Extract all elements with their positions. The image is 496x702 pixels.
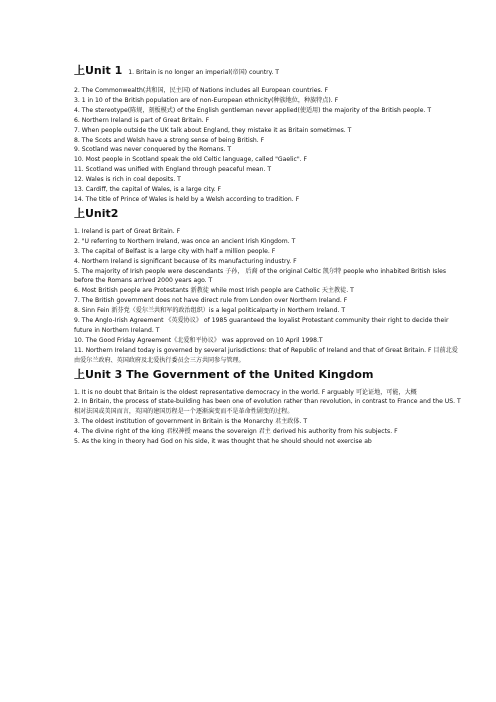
unit1-item-1: 1. Britain is no longer an imperial(帝国) country. T (128, 69, 280, 76)
unit1-heading (74, 64, 462, 80)
unit1-item: 9. Scotland was never conquered by the Romans. T (74, 146, 232, 154)
unit1-item: 7. When people outside the UK talk about England, they mistake it as Britain sometimes. T (74, 126, 352, 134)
unit2-heading-title: Unit2 (85, 206, 119, 220)
unit2-item: 10. The Good Friday Agreement《北爱和平协议》 was approved on 10 April 1998.T (74, 336, 323, 344)
unit1-item: 10. Most people in Scotland speak the old Celtic language, called "Gaelic". F (74, 156, 308, 164)
unit3-item: 2. In Britain, the process of state-building has been one of evolution rather than revolution, in contrast to France and the US. T 相对法国或美国而言，英国的建国历程是一个逐渐演变而不是革命性剧变的过程。 (74, 398, 461, 416)
unit1-item: 6. Northern Ireland is part of Great Britain. F (74, 116, 210, 124)
unit3-item: 4. The divine right of the king 君权神授 means the sovereign 君主 derived his authority from his subjects. F (74, 428, 398, 436)
unit2-item: 11. Northern Ireland today is governed by several jurisdictions: that of Republic of Ireland and that of Great Britain. F 目前北爱由爱尔兰政府、英国政府及北爱执行委员会三方共同参与管理。 (74, 346, 458, 364)
unit3-item: 1. It is no doubt that Britain is the oldest representative democracy in the world. F arguably 可论证地，可能，大概 (74, 388, 417, 396)
unit2-heading (74, 207, 462, 221)
unit2-item: 9. The Anglo-Irish Agreement 《英爱协议》 of 1985 guaranteed the loyalist Protestant community their right to decide their future in Northern Ireland. T (74, 317, 449, 334)
unit2-item: 2. "U referring to Northern Ireland, was once an ancient Irish Kingdom. T (74, 237, 296, 245)
unit2-item: 3. The capital of Belfast is a large city with half a million people. F (74, 247, 276, 255)
unit2-item: 8. Sinn Fein 新芬党（爱尔兰共和军的政治组织）is a legal politicalparty in Northern Ireland. T (74, 307, 346, 315)
unit1-item: 11. Scotland was unified with England through peaceful mean. T (74, 166, 272, 174)
unit3-heading-title: Unit 3 The Government of the United Kingdom (85, 367, 374, 381)
unit1-item: 12. Wales is rich in coal deposits. T (74, 176, 181, 184)
unit3-item: 5. As the king in theory had God on his side, it was thought that he should should not exercise ab (74, 438, 372, 446)
unit3-heading-prefix: 上 (74, 367, 85, 381)
unit1-heading-prefix: 上 (74, 64, 85, 77)
unit2-item: 7. The British government does not have direct rule from London over Northern Ireland. F (74, 297, 348, 305)
unit1-item: 14. The title of Prince of Wales is held by a Welsh according to tradition. F (74, 195, 300, 203)
unit1-item: 4. The stereotype(陈规，刻板模式) of the English gentleman never applied(使适用) the majority of the British people. T (74, 106, 432, 114)
unit1-item: 2. The Commonwealth(共和国，民主国) of Nations includes all European countries. F (74, 87, 329, 94)
unit2-heading-prefix: 上 (74, 206, 85, 220)
unit3-item: 3. The oldest institution of government in Britain is the Monarchy 君主政体. T (74, 418, 308, 426)
unit1-item: 8. The Scots and Welsh have a strong sense of being British. F (74, 136, 265, 144)
unit1-item: 3. 1 in 10 of the British population are of non-European ethnicity(种族地位，种族特点). F (74, 96, 339, 104)
unit2-item: 1. Ireland is part of Great Britain. F (74, 227, 181, 235)
unit2-item: 5. The majority of Irish people were descendants 子孙， 后裔 of the original Celtic 凯尔特 people who inhabited British Isles before the Romans arrived 2000 years ago. T (74, 267, 447, 285)
unit3-heading (74, 368, 462, 382)
unit2-item: 6. Most British people are Protestants 新教徒 while most Irish people are Catholic 天主教徒. T (74, 287, 354, 295)
unit1-item: 13. Cardiff, the capital of Wales, is a large city. F (74, 186, 222, 194)
unit1-heading-title: Unit 1 (85, 64, 123, 77)
unit2-item: 4. Northern Ireland is significant because of its manufacturing industry. F (74, 257, 297, 265)
